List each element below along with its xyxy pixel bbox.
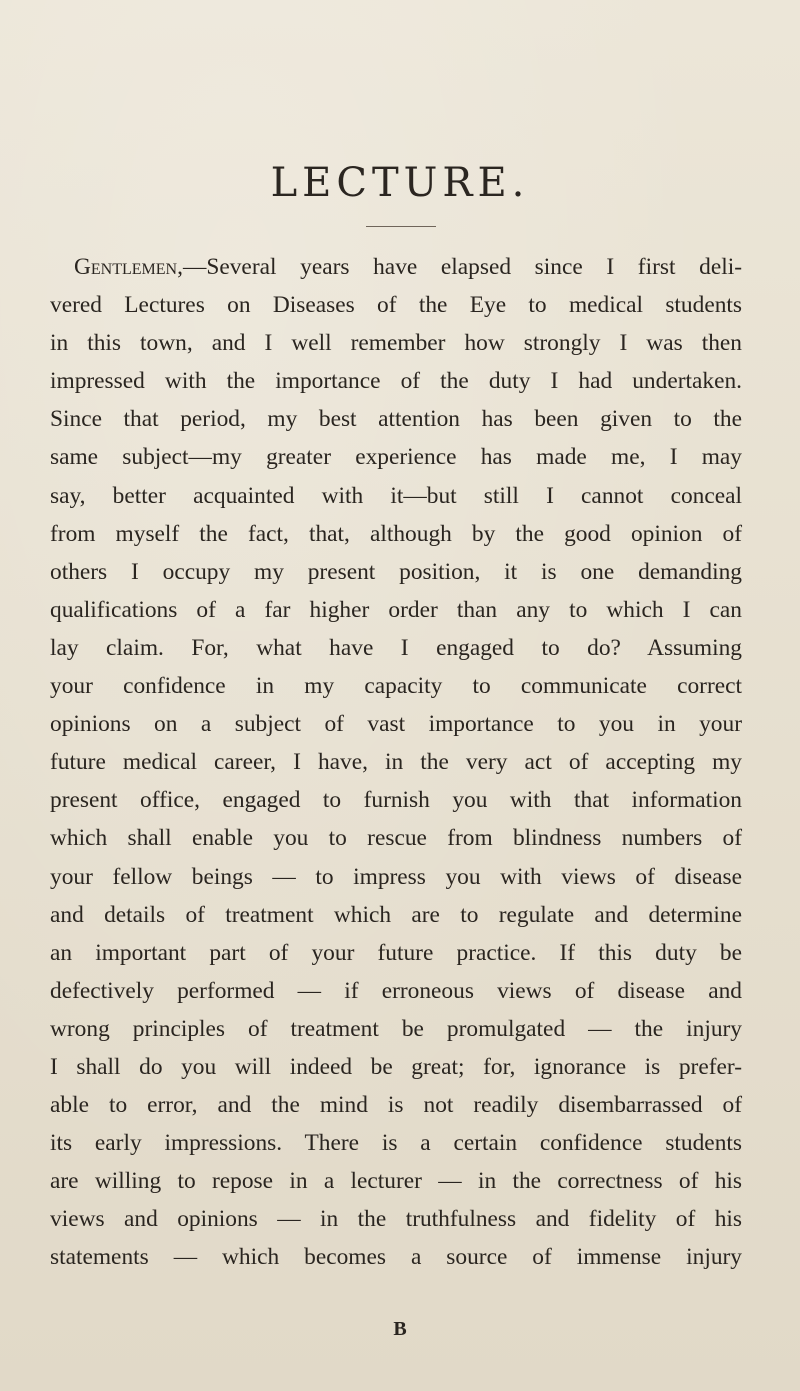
lecture-body xyxy=(50,248,742,1277)
page-title: LECTURE. xyxy=(270,160,530,206)
text-line: vered Lectures on Diseases of the Eye to medical students xyxy=(50,292,742,319)
text-line: views and opinions — in the truthfulness and fidelity of his xyxy=(50,1206,742,1233)
text-line: Gentlemen,—Several years have elapsed since I first deli- xyxy=(74,254,742,280)
text-line: qualifications of a far higher order than any to which I can xyxy=(50,596,742,623)
text-line: your fellow beings — to impress you with views of disease xyxy=(50,863,742,890)
text-line: future medical career, I have, in the very act of accepting my xyxy=(50,749,742,776)
text-line: opinions on a subject of vast importance to you in your xyxy=(50,711,742,738)
text-line: same subject—my greater experience has made me, I may xyxy=(50,444,742,471)
text-line: defectively performed — if erroneous views of disease and xyxy=(50,977,742,1004)
text-line: say, better acquainted with it—but still I cannot conceal xyxy=(50,482,742,509)
text-line: are willing to repose in a lecturer — in the correctness of his xyxy=(50,1168,742,1195)
text-line: wrong principles of treatment be promulgated — the injury xyxy=(50,1015,742,1042)
salutation: Gentlemen xyxy=(74,254,178,280)
text-line: from myself the fact, that, although by the good opinion of xyxy=(50,520,742,547)
text-line: impressed with the importance of the duty I had undertaken. xyxy=(50,368,742,395)
text-line: able to error, and the mind is not readily disembarrassed of xyxy=(50,1092,742,1119)
title-divider xyxy=(366,226,436,227)
text-line: Since that period, my best attention has been given to the xyxy=(50,406,742,433)
text-line: others I occupy my present position, it is one demanding xyxy=(50,558,742,585)
text-line: statements — which becomes a source of immense injury xyxy=(50,1244,742,1271)
text-line: an important part of your future practice. If this duty be xyxy=(50,939,742,966)
text-line: in this town, and I well remember how strongly I was then xyxy=(50,330,742,357)
signature-mark: B xyxy=(393,1318,407,1340)
text-line: I shall do you will indeed be great; for, ignorance is prefer- xyxy=(50,1053,742,1080)
text-line: your confidence in my capacity to communicate correct xyxy=(50,673,742,700)
text-line: which shall enable you to rescue from blindness numbers of xyxy=(50,825,742,852)
text-line: present office, engaged to furnish you with that information xyxy=(50,787,742,814)
text-line: its early impressions. There is a certain confidence students xyxy=(50,1130,742,1157)
text-line: lay claim. For, what have I engaged to do? Assuming xyxy=(50,634,742,661)
text-line: and details of treatment which are to regulate and determine xyxy=(50,901,742,928)
